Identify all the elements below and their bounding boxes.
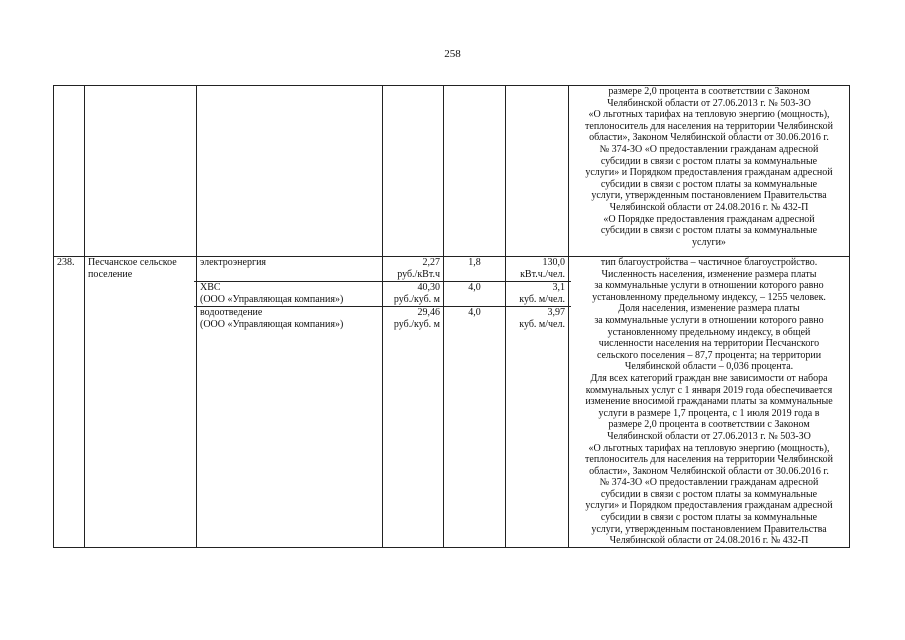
note-line: Челябинской области от 27.06.2013 г. № 503-ЗО bbox=[607, 97, 811, 109]
cell-norm-empty bbox=[506, 86, 569, 257]
service-provider: (ООО «Управляющая компания») bbox=[200, 318, 344, 330]
cell-tariff-empty bbox=[383, 86, 444, 257]
note-line: Численность населения, изменение размера платы bbox=[601, 268, 817, 280]
tariff-table bbox=[53, 85, 850, 548]
note-line: Челябинской области от 24.08.2016 г. № 432-П bbox=[609, 535, 809, 547]
norm-wastewater bbox=[506, 307, 568, 331]
note-line: размере 2,0 процента в соответствии с Законом bbox=[608, 86, 810, 97]
norm-cell bbox=[506, 257, 569, 548]
note-line: установленному предельному индексу, в общей bbox=[607, 326, 811, 338]
note-line: услуги» и Порядком предоставления гражданам адресной bbox=[585, 500, 833, 512]
index-electricity: 1,8 bbox=[468, 257, 481, 268]
note-line: Доля населения, изменение размера платы bbox=[618, 303, 800, 315]
note-line: № 374-ЗО «О предоставлении гражданам адресной bbox=[599, 477, 819, 489]
note-line: области», Законом Челябинской области от 30.06.2016 г. bbox=[589, 132, 829, 144]
norm-electricity bbox=[506, 257, 568, 281]
note-line: Челябинской области от 24.08.2016 г. № 432-П bbox=[609, 201, 809, 213]
service-name: ХВС bbox=[200, 282, 221, 293]
norm-unit: куб. м/чел. bbox=[519, 293, 565, 305]
note-line: за коммунальные услуги в отношении которого равно bbox=[594, 314, 824, 326]
note-line: коммунальных услуг с 1 января 2019 года обеспечивается bbox=[585, 384, 833, 396]
note-line: установленному предельному индексу, – 1255 человек. bbox=[592, 291, 826, 303]
norm-cold-water bbox=[506, 282, 568, 306]
note-line: «О льготных тарифах на тепловую энергию (мощность), bbox=[588, 442, 830, 454]
municipality-name: Песчанское сельское поселение bbox=[85, 257, 197, 548]
note-line: услуги, утвержденным постановлением Правительства bbox=[591, 523, 827, 535]
tariff-unit: руб./куб. м bbox=[393, 293, 440, 305]
service-name: электроэнергия bbox=[200, 257, 267, 268]
tariff-unit: руб./куб. м bbox=[393, 318, 440, 330]
page-number: 258 bbox=[444, 48, 461, 60]
note-line: субсидии в связи с ростом платы за коммунальные bbox=[600, 155, 818, 167]
norm-unit: кВт.ч./чел. bbox=[520, 268, 565, 280]
note-line: услуги» и Порядком предоставления гражданам адресной bbox=[585, 167, 833, 179]
tariff-wastewater bbox=[383, 307, 443, 331]
note-line: Челябинской области от 27.06.2013 г. № 503-ЗО bbox=[607, 430, 811, 442]
service-name: водоотведение bbox=[200, 307, 263, 318]
note-line: субсидии в связи с ростом платы за коммунальные bbox=[600, 178, 818, 190]
note-line: субсидии в связи с ростом платы за коммунальные bbox=[600, 488, 818, 500]
note-line: «О льготных тарифах на тепловую энергию (мощность), bbox=[588, 109, 830, 121]
norm-value: 3,1 bbox=[552, 282, 565, 293]
continuation-note bbox=[569, 86, 850, 257]
service-provider: (ООО «Управляющая компания») bbox=[200, 293, 344, 305]
service-cold-water bbox=[197, 282, 382, 306]
tariff-value: 2,27 bbox=[422, 257, 440, 268]
norm-value: 3,97 bbox=[547, 307, 565, 318]
cell-index-empty bbox=[444, 86, 506, 257]
tariff-value: 40,30 bbox=[417, 282, 440, 293]
note-line: субсидии в связи с ростом платы за коммунальные bbox=[600, 512, 818, 524]
note-line: услуги» bbox=[692, 236, 726, 248]
note-line: теплоноситель для населения на территории Челябинской bbox=[585, 454, 833, 466]
index-wastewater: 4,0 bbox=[468, 307, 481, 318]
service-wastewater bbox=[197, 307, 382, 331]
note-line: тип благоустройства – частичное благоустройство. bbox=[600, 257, 818, 268]
note-line: услуги, утвержденным постановлением Правительства bbox=[591, 190, 827, 202]
tariff-unit: руб./кВт.ч bbox=[397, 268, 440, 280]
row-number: 238. bbox=[54, 257, 85, 548]
note-line: численности населения на территории Песчанского bbox=[598, 338, 820, 350]
note-line: «О Порядке предоставления гражданам адресной bbox=[603, 213, 815, 225]
note-line: субсидии в связи с ростом платы за коммунальные bbox=[600, 225, 818, 237]
note-line: Для всех категорий граждан вне зависимости от набора bbox=[590, 372, 828, 384]
norm-unit: куб. м/чел. bbox=[519, 318, 565, 330]
services-cell bbox=[197, 257, 383, 548]
note-line: теплоноситель для населения на территории Челябинской bbox=[585, 120, 833, 132]
note-line: № 374-ЗО «О предоставлении гражданам адресной bbox=[599, 143, 819, 155]
cell-service-empty bbox=[197, 86, 383, 257]
tariff-electricity bbox=[383, 257, 443, 281]
tariff-cell bbox=[383, 257, 444, 548]
table-row-238 bbox=[54, 257, 850, 548]
note-line: изменение вносимой гражданами платы за коммунальные bbox=[585, 396, 833, 408]
note-line: за коммунальные услуги в отношении которого равно bbox=[594, 280, 824, 292]
continuation-row bbox=[54, 86, 850, 257]
index-cold-water: 4,0 bbox=[468, 282, 481, 293]
index-cell bbox=[444, 257, 506, 548]
tariff-cold-water bbox=[383, 282, 443, 306]
service-electricity bbox=[197, 257, 382, 281]
norm-value: 130,0 bbox=[542, 257, 565, 268]
row-238-note bbox=[569, 257, 850, 548]
note-line: сельского поселения – 87,7 процента; на территории bbox=[596, 349, 822, 361]
note-line: области», Законом Челябинской области от 30.06.2016 г. bbox=[589, 465, 829, 477]
note-line: размере 2,0 процента в соответствии с Законом bbox=[608, 419, 810, 431]
cell-municipality-empty bbox=[85, 86, 197, 257]
tariff-value: 29,46 bbox=[417, 307, 440, 318]
note-line: Челябинской области – 0,036 процента. bbox=[624, 361, 794, 373]
cell-number-empty bbox=[54, 86, 85, 257]
note-line: услуги в размере 1,7 процента, с 1 июля 2019 года в bbox=[598, 407, 820, 419]
